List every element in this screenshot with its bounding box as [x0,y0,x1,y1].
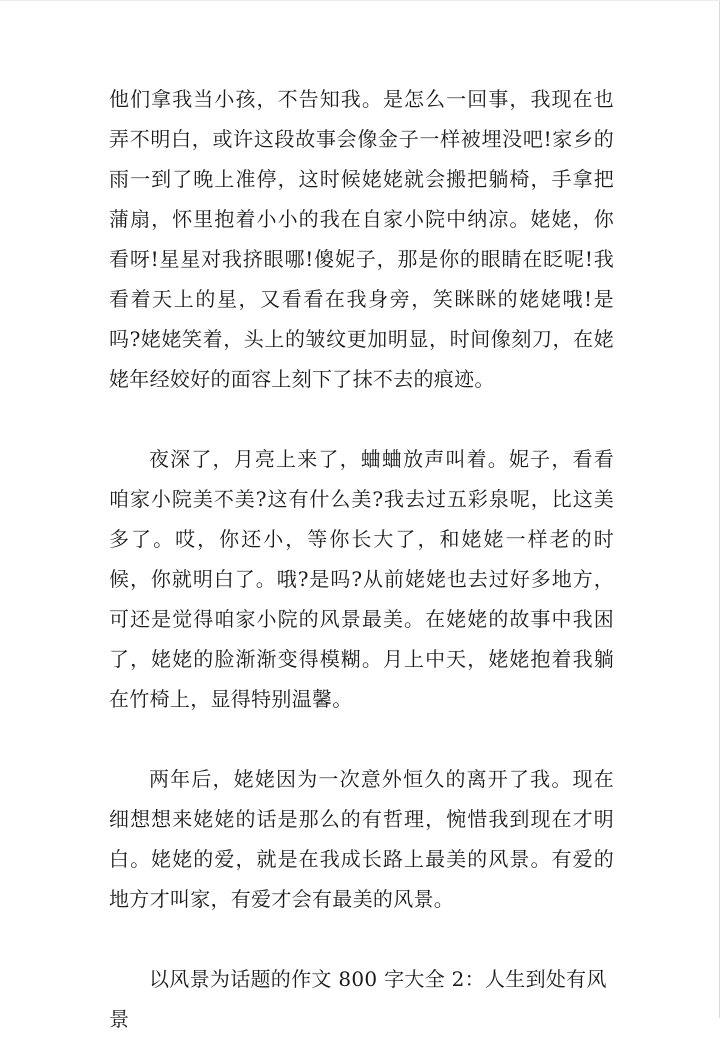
document-body [109,79,614,1039]
page-top-edge [0,0,720,1]
paragraph-2: 夜深了，月亮上来了，蛐蛐放声叫着。妮子，看看咱家小院美不美?这有什么美?我去过五彩泉呢，比这美多了。哎，你还小，等你长大了，和姥姥一样老的时候，你就明白了。哦?是吗?从前姥姥也去过好多地方，可还是觉得咱家小院的风景最美。在姥姥的故事中我困了，姥姥的脸渐渐变得模糊。月上中天，姥姥抱着我躺在竹椅上，显得特别温馨。 [109,447,614,711]
section-heading: 以风景为话题的作文 800 字大全 2：人生到处有风景 [109,967,607,1031]
paragraph-1: 他们拿我当小孩，不告知我。是怎么一回事，我现在也弄不明白，或许这段故事会像金子一样被埋没吧!家乡的雨一到了晚上准停，这时候姥姥就会搬把躺椅，手拿把蒲扇，怀里抱着小小的我在自家小院中纳凉。姥姥，你看呀!星星对我挤眼哪!傻妮子，那是你的眼睛在眨呢!我看着天上的星，又看看在我身旁，笑眯眯的姥姥哦!是吗?姥姥笑着，头上的皱纹更加明显，时间像刻刀，在姥姥年经姣好的面容上刻下了抹不去的痕迹。 [109,87,614,391]
paragraph-3: 两年后，姥姥因为一次意外恒久的离开了我。现在细想想来姥姥的话是那么的有哲理，惋惜我到现在才明白。姥姥的爱，就是在我成长路上最美的风景。有爱的地方才叫家，有爱才会有最美的风景。 [109,767,614,911]
